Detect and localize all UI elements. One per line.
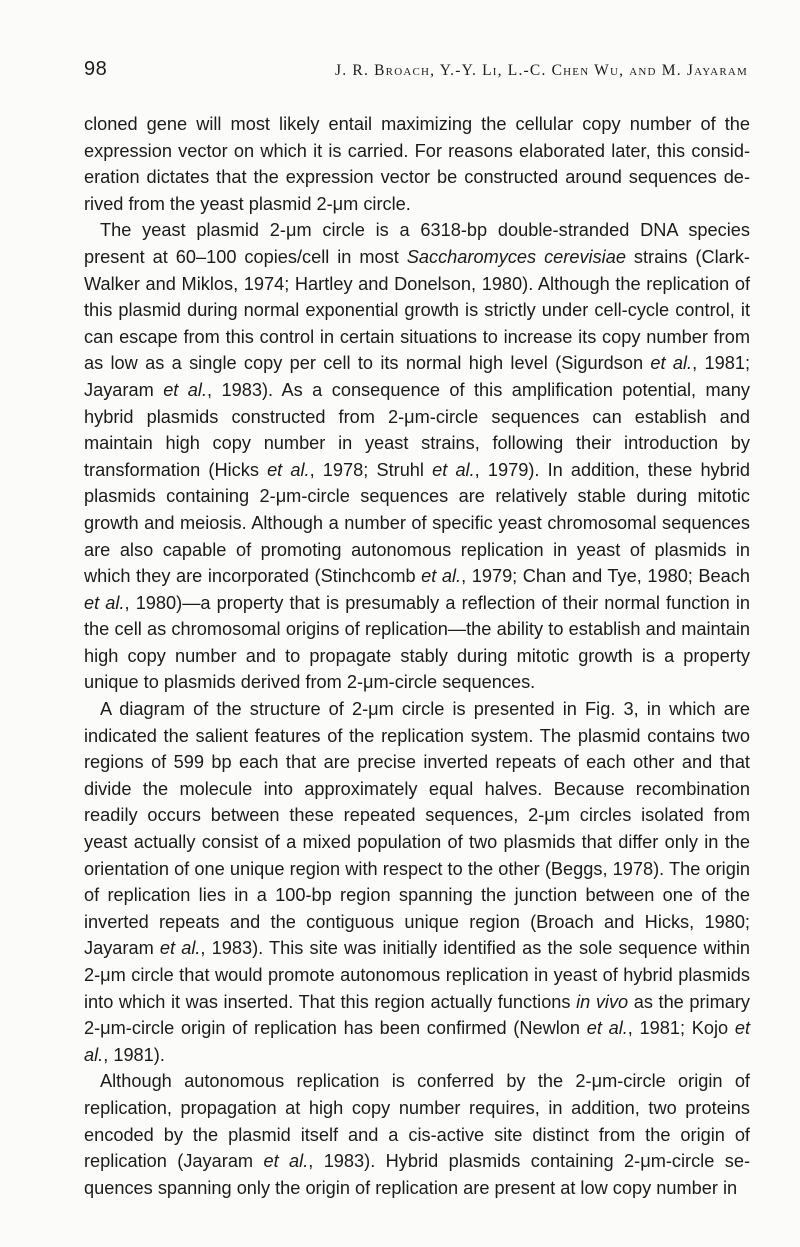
paragraph-2: The yeast plasmid 2-μm circle is a 6318-bp double-stranded DNA species present at 60–100 copies/cell in most Saccharomyces cerevisiae strains (Clark-Walker and Miklos, 1974; Hartley and Donelson, 1980). Although the replication of this plasmid during normal exponential growth is strictly under cell-cycle control, it can escape from this control in certain situations to increase its copy number from as low as a single copy per cell to its normal high level (Sigurdson et al., 1981; Jayaram et al., 1983). As a consequence of this amplification potential, many hybrid plasmids constructed from 2-μm-circle sequences can establish and maintain high copy number in yeast strains, following their introduction by transformation (Hicks et al., 1978; Struhl et al., 1979). In addition, these hybrid plasmids containing 2-μm-circle sequences are relatively stable during mitotic growth and meiosis. Although a number of specific yeast chromosomal sequences are also capable of promoting autonomous replication in yeast of plasmids in which they are incorporated (Stinchcomb et al., 1979; Chan and Tye, 1980; Beach et al., 1980)—a property that is presumably a reflection of their normal function in the cell as chromosomal origins of replication—the ability to establish and maintain high copy number and to propagate stably during mitotic growth is a property unique to plasmids derived from 2-μm-circle sequences.: [84, 220, 751, 693]
running-head: J. R. Broach, Y.-Y. Li, L.-C. Chen Wu, and M. Jayaram: [335, 62, 748, 79]
body-text: [84, 111, 750, 1201]
page-number: 98: [84, 58, 108, 80]
paragraph-1: cloned gene will most likely entail maximizing the cellular copy number of the expression vector on which it is carried. For reasons elaborated later, this consideration dictates that the expression vector be constructed around sequences derived from the yeast plasmid 2-μm circle.: [84, 114, 750, 214]
page-header: [84, 58, 748, 81]
paragraph-4: Although autonomous replication is conferred by the 2-μm-circle origin of replication, propagation at high copy number requires, in addition, two proteins encoded by the plasmid itself and a cis-active site distinct from the origin of replication (Jayaram et al., 1983). Hybrid plasmids containing 2-μm-circle sequences spanning only the origin of replication are present at low copy number in: [84, 1071, 750, 1198]
paragraph-3: A diagram of the structure of 2-μm circle is presented in Fig. 3, in which are indicated the salient features of the replication system. The plasmid contains two regions of 599 bp each that are precise inverted repeats of each other and that divide the molecule into approximately equal halves. Because recombination readily occurs between these repeated sequences, 2-μm circles isolated from yeast actually consist of a mixed population of two plasmids that differ only in the orientation of one unique region with respect to the other (Beggs, 1978). The origin of replication lies in a 100-bp region spanning the junction between one of the inverted repeats and the contiguous unique region (Broach and Hicks, 1980; Jayaram et al., 1983). This site was initially identified as the sole sequence within 2-μm circle that would promote autonomous replication in yeast of hybrid plasmids into which it was inserted. That this region actually functions in vivo as the primary 2-μm-circle origin of replication has been confirmed (Newlon et al., 1981; Kojo et al., 1981).: [84, 699, 751, 1065]
